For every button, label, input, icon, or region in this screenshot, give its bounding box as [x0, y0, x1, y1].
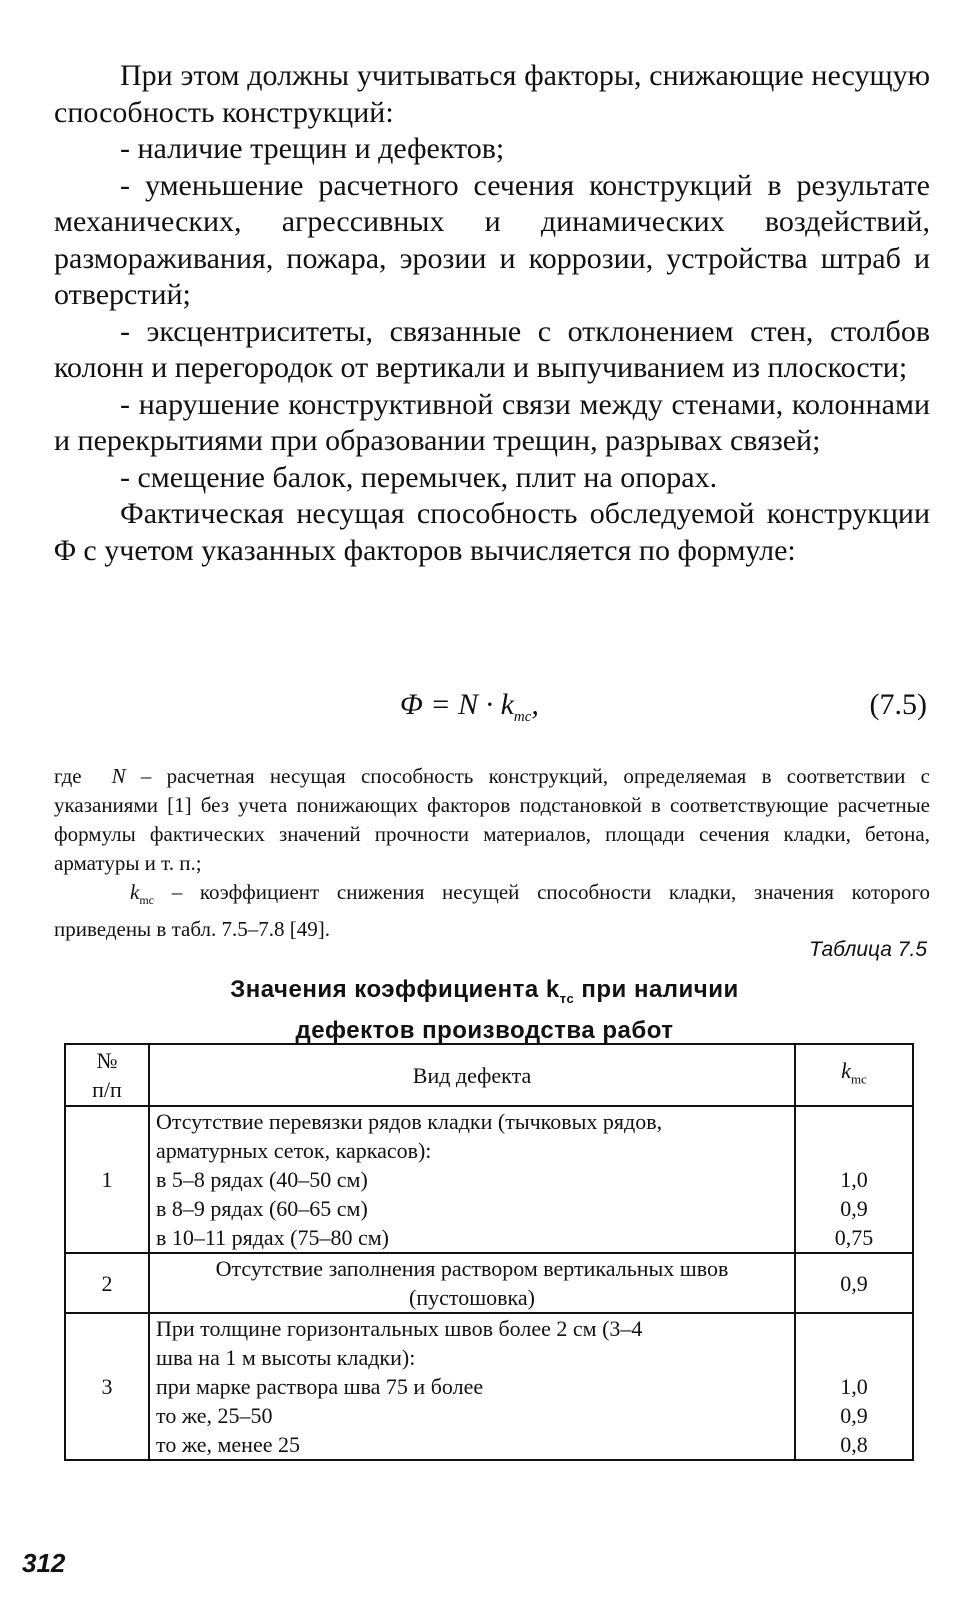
- where-n-definition: где N – расчетная несущая способность конструкций, определяемая в соответствии с указаниями [1] без учета понижающих факторов подстановкой в соответствующие расчетные формулы фактических значений прочности материалов, площади сечения кладки, бетона, арматуры и т. п.;: [54, 764, 930, 875]
- where-block: [54, 762, 930, 944]
- header-number: № п/п: [65, 1044, 149, 1106]
- row-coefficient: 0,9: [795, 1253, 913, 1313]
- list-item: - нарушение конструктивной связи между стенами, колоннами и перекрытиями при образовании трещин, разрывах связей;: [54, 387, 930, 457]
- list-item: - уменьшение расчетного сечения конструкций в результате механических, агрессивных и динамических воздействий, размораживания, пожара, эрозии и коррозии, устройства штраб и отверстий;: [54, 168, 930, 311]
- where-k-definition: $k_{mc}$ – коэффициент снижения несущей способности кладки, значения которого приведены в табл. 7.5–7.8 [49].: [54, 880, 930, 942]
- table-row: [65, 1313, 913, 1460]
- row-description: При толщине горизонтальных швов более 2 см (3–4 шва на 1 м высоты кладки): при марке раствора шва 75 и более то же, 25–50 то же, менее 25: [149, 1313, 795, 1460]
- page-number: 312: [22, 1548, 66, 1578]
- header-coefficient: $k_{mc}$: [795, 1044, 913, 1106]
- defects-table: [64, 1043, 914, 1461]
- row-number: 1: [65, 1106, 149, 1253]
- formula-intro-paragraph: Фактическая несущая способность обследуемой конструкции Φ с учетом указанных факторов вычисляется по формуле:: [54, 497, 930, 567]
- table-header-row: [65, 1044, 913, 1106]
- list-item: - наличие трещин и дефектов;: [120, 132, 505, 165]
- formula-expression: $\Phi = N \cdot k_{mc}$,: [400, 688, 539, 725]
- row-description: Отсутствие заполнения раствором вертикальных швов (пустошовка): [149, 1253, 795, 1313]
- row-coefficient: 1,0 0,9 0,75: [795, 1106, 913, 1253]
- list-item: - эксцентриситеты, связанные с отклонением стен, столбов колонн и перегородок от вертикали и выпучиванием из плоскости;: [54, 314, 930, 384]
- table-title: Значения коэффициента $k_{тс}$ при наличии дефектов производства работ: [230, 976, 739, 1044]
- table-label: Таблица 7.5: [809, 938, 927, 961]
- list-item: - смещение балок, перемычек, плит на опорах.: [120, 460, 718, 494]
- row-number: 2: [65, 1253, 149, 1313]
- intro-paragraph: При этом должны учитываться факторы, снижающие несущую способность конструкций:: [54, 59, 930, 129]
- row-description: Отсутствие перевязки рядов кладки (тычковых рядов, арматурных сеток, каркасов): в 5–8 рядах (40–50 см) в 8–9 рядах (60–65 см) в 10–11 рядах (75–80 см): [149, 1106, 795, 1253]
- table-row: [65, 1253, 913, 1313]
- formula-number: (7.5): [869, 688, 927, 721]
- table-row: [65, 1106, 913, 1253]
- header-defect-type: Вид дефекта: [149, 1044, 795, 1106]
- formula-7-5: [0, 688, 969, 728]
- row-number: 3: [65, 1313, 149, 1460]
- row-coefficient: 1,0 0,9 0,8: [795, 1313, 913, 1460]
- main-text: [54, 58, 930, 569]
